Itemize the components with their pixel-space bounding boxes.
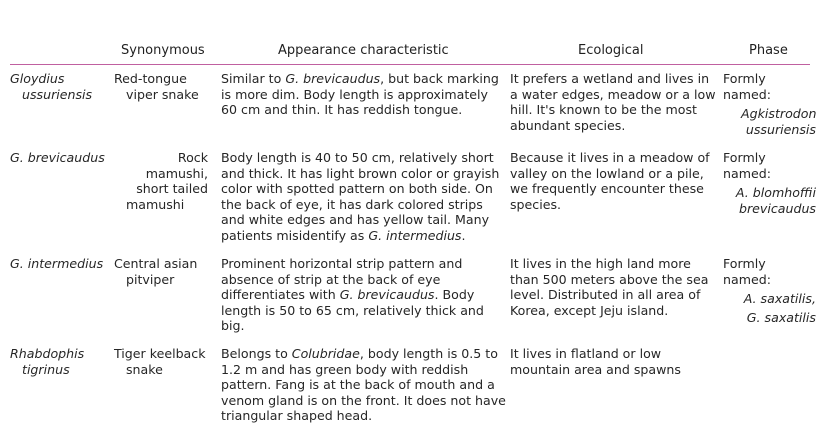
- species-name: G. brevicaudus: [10, 150, 105, 165]
- phase-label: Formly named:: [723, 71, 771, 102]
- synonymous-text: pitviper: [126, 271, 175, 287]
- ecological-cell: It prefers a wetland and lives in a water edges, meadow or a low hill. It's known to be the most abundant species.: [510, 71, 716, 133]
- former-name: Agkistrodon ussuriensis: [741, 106, 817, 137]
- appearance-cell: [221, 71, 506, 118]
- synonymous-text: mamushi: [126, 196, 185, 212]
- species-cell: [10, 346, 110, 377]
- species-name: G. intermedius: [10, 256, 104, 271]
- phase-cell: [723, 256, 816, 325]
- header-phase: Phase: [749, 43, 788, 58]
- synonymous-text: snake: [126, 361, 163, 377]
- species-name: Rhabdophis: [10, 346, 85, 361]
- synonymous-text: short tailed: [136, 181, 208, 197]
- appearance-cell: [221, 346, 506, 424]
- synonymous-text: Tiger keelback: [114, 346, 206, 361]
- synonymous-cell: [114, 346, 216, 377]
- appearance-text: Prominent horizontal strip pattern and absence of strip at the back of eye differentiates with: [221, 256, 463, 303]
- synonymous-cell: [114, 256, 216, 287]
- appearance-cell: [221, 256, 506, 334]
- header-rule: [10, 64, 810, 65]
- former-name: G. saxatilis: [746, 309, 816, 325]
- synonymous-text: Central asian: [114, 256, 198, 271]
- synonymous-text: Red-tongue: [114, 71, 187, 86]
- header-appearance: Appearance characteristic: [278, 43, 449, 58]
- ecological-cell: It lives in flatland or low mountain area and spawns: [510, 346, 681, 377]
- appearance-text: , body length is 0.5 to 1.2 m and has green body with reddish pattern. Fang is at the back of mouth and a venom gland is on the front. It does not have triangular shaped head.: [221, 346, 506, 424]
- appearance-species-ref: G. brevicaudus: [285, 71, 381, 86]
- phase-cell: [723, 71, 816, 137]
- synonymous-cell: [114, 71, 216, 102]
- species-name: ussuriensis: [22, 86, 93, 102]
- synonymous-text: Rock mamushi,: [145, 150, 208, 181]
- header-synonymous: Synonymous: [121, 43, 205, 58]
- species-name: Gloydius: [10, 71, 65, 86]
- appearance-species-ref: G. brevicaudus: [339, 287, 435, 303]
- phase-label: Formly named:: [723, 150, 771, 181]
- appearance-species-ref: G. intermedius: [368, 227, 462, 243]
- species-cell: [10, 150, 110, 166]
- synonymous-cell: [112, 150, 208, 212]
- former-name: A. blomhoffii brevicaudus: [735, 185, 816, 216]
- phase-cell: [723, 150, 816, 216]
- species-cell: [10, 71, 110, 102]
- header-ecological: Ecological: [578, 43, 644, 58]
- former-name: A. saxatilis,: [743, 291, 816, 307]
- appearance-text: Body length is 40 to 50 cm, relatively short and thick. It has light brown color or grayish color with spotted pattern on both side. On the back of eye, it has dark colored strips and white edges and has yellow tail. Many patients misidentify as: [221, 150, 500, 243]
- appearance-text: .: [461, 227, 466, 243]
- ecological-cell: It lives in the high land more than 500 meters above the sea level. Distributed in all area of Korea, except Jeju island.: [510, 256, 709, 318]
- phase-label: Formly named:: [723, 256, 771, 287]
- synonymous-text: viper snake: [126, 86, 199, 102]
- appearance-species-ref: Colubridae: [291, 346, 360, 361]
- species-cell: [10, 256, 110, 272]
- species-name: tigrinus: [22, 361, 70, 377]
- appearance-text: Belongs to: [221, 346, 292, 361]
- appearance-cell: [221, 150, 506, 244]
- appearance-text: , but back marking is more dim. Body length is approximately 60 cm and thin. It has reddish tongue.: [221, 71, 499, 118]
- appearance-text: . Body length is 50 to 65 cm, relatively thick and big.: [221, 287, 484, 334]
- ecological-cell: Because it lives in a meadow of valley on the lowland or a pile, we frequently encounter these species.: [510, 150, 710, 212]
- appearance-text: Similar to: [221, 71, 286, 86]
